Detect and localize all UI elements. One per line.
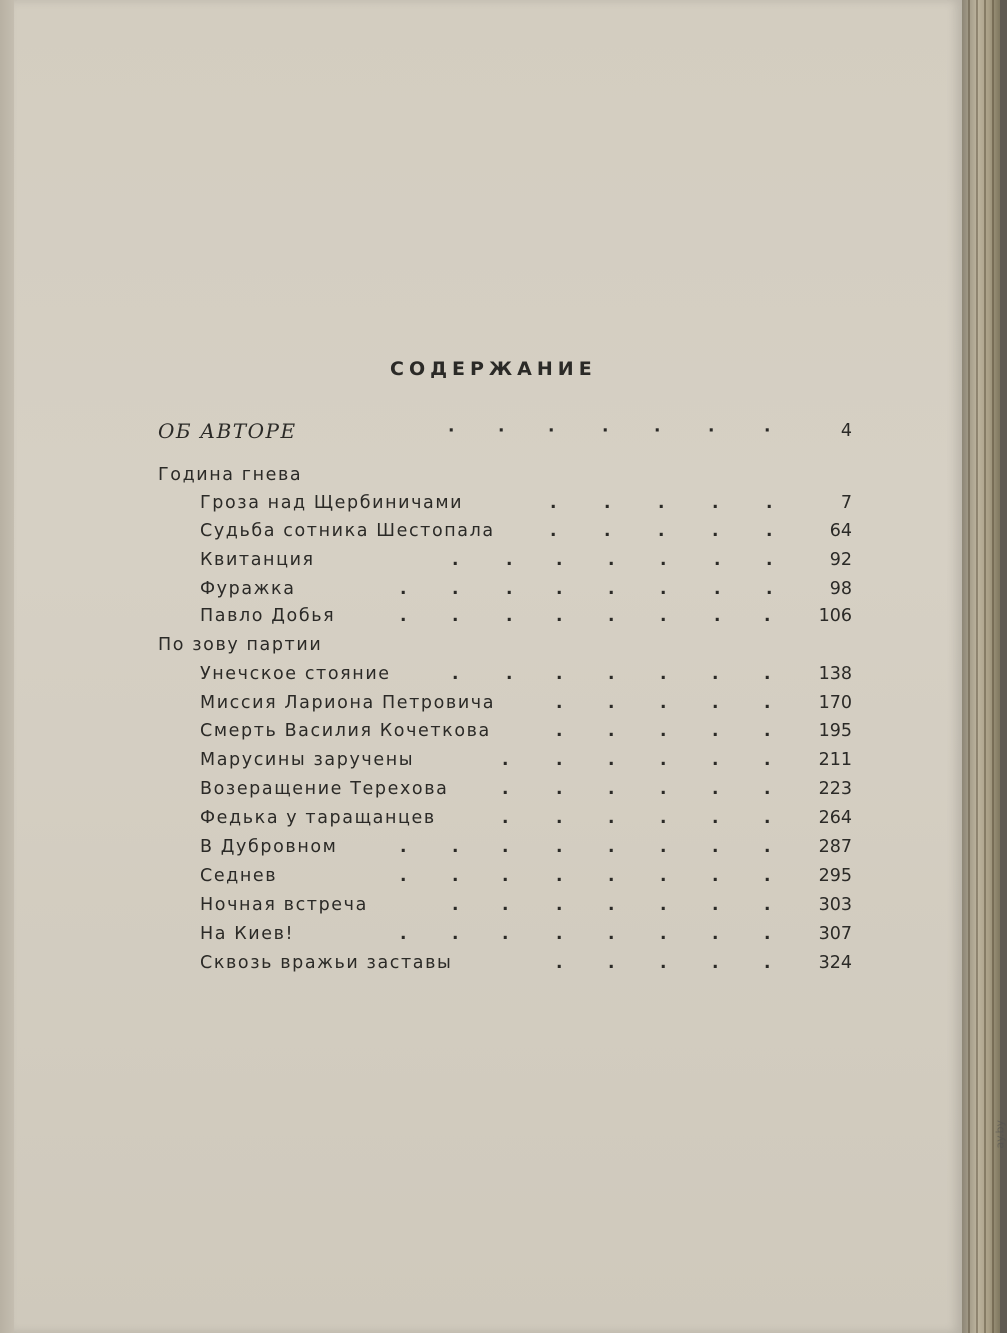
toc-entry-label: Унечское стояние <box>200 664 391 684</box>
toc-entry-label: В Дубровном <box>200 837 338 857</box>
toc-page-number: 307 <box>818 924 852 944</box>
toc-entry-label: Смерть Василия Кочеткова <box>200 721 491 741</box>
toc-entry-label: Седнев <box>200 866 278 886</box>
toc-page-number: 98 <box>829 579 852 599</box>
toc-row: Федька у таращанцев . . . . . . 264 <box>0 805 1000 831</box>
toc-page-number: 303 <box>818 895 852 915</box>
toc-row: Судьба сотника Шестопала . . . . . 64 <box>0 518 1000 544</box>
toc-row: Седнев . . . . . . . . 295 <box>0 863 1000 889</box>
toc-entry-label: Сквозь вражьи заставы <box>200 953 453 973</box>
toc-entry-label: Гроза над Щербиничами <box>200 493 464 513</box>
toc-row: Возеращение Терехова . . . . . . 223 <box>0 776 1000 802</box>
toc-row: Павло Добья . . . . . . . . 106 <box>0 603 1000 629</box>
toc-row: Смерть Василия Кочеткова . . . . . 195 <box>0 718 1000 744</box>
toc-page-number: 138 <box>818 664 852 684</box>
toc-row: Сквозь вражьи заставы . . . . . 324 <box>0 950 1000 976</box>
toc-title: СОДЕРЖАНИЕ <box>390 358 597 380</box>
toc-entry-label: Судьба сотника Шестопала <box>200 521 495 541</box>
toc-page-number: 264 <box>818 808 852 828</box>
toc-entry-label: Возеращение Терехова <box>200 779 449 799</box>
toc-row: Марусины заручены . . . . . . 211 <box>0 747 1000 773</box>
toc-page-number: 211 <box>818 750 852 770</box>
toc-entry-label: Федька у таращанцев <box>200 808 436 828</box>
toc-page-number: 106 <box>818 606 852 626</box>
toc-row: Гроза над Щербиничами . . . . . 7 <box>0 490 1000 516</box>
toc-row: Унечское стояние . . . . . . . 138 <box>0 661 1000 687</box>
toc-entry-label: На Киев! <box>200 924 295 944</box>
toc-row: В Дубровном . . . . . . . . 287 <box>0 834 1000 860</box>
toc-page-number: 92 <box>829 550 852 570</box>
toc-section-heading: По зову партии <box>158 635 323 655</box>
toc-page-number: 195 <box>818 721 852 741</box>
toc-entry-label: Миссия Лариона Петровича <box>200 693 496 713</box>
toc-entry-label: Павло Добья <box>200 606 336 626</box>
toc-entry-label: Квитанция <box>200 550 315 570</box>
toc-page-number: 64 <box>829 521 852 541</box>
toc-entry-label: ОБ АВТОРЕ <box>158 419 297 443</box>
toc-page-number: 170 <box>818 693 852 713</box>
toc-page-number: 4 <box>840 421 852 441</box>
toc-page-number: 7 <box>840 493 852 513</box>
toc-row: Ночная встреча . . . . . . . 303 <box>0 892 1000 918</box>
toc-page-number: 324 <box>818 953 852 973</box>
toc-page-number: 223 <box>818 779 852 799</box>
toc-row: Миссия Лариона Петровича . . . . . 170 <box>0 690 1000 716</box>
toc-entry-label: Ночная встреча <box>200 895 368 915</box>
toc-entry-label: Фуражка <box>200 579 296 599</box>
toc-entry-label: Марусины заручены <box>200 750 415 770</box>
toc-row-author: ОБ АВТОРЕ · · · · · · · 4 <box>158 419 852 443</box>
toc-page-number: 295 <box>818 866 852 886</box>
toc-section-heading: Година гнева <box>158 465 303 485</box>
toc-row: На Киев! . . . . . . . . 307 <box>0 921 1000 947</box>
toc-row: Квитанция . . . . . . . 92 <box>0 547 1000 573</box>
watermark: ay.by <box>994 1120 1007 1149</box>
toc-page-number: 287 <box>818 837 852 857</box>
toc-row: Фуражка . . . . . . . . 98 <box>0 576 1000 602</box>
